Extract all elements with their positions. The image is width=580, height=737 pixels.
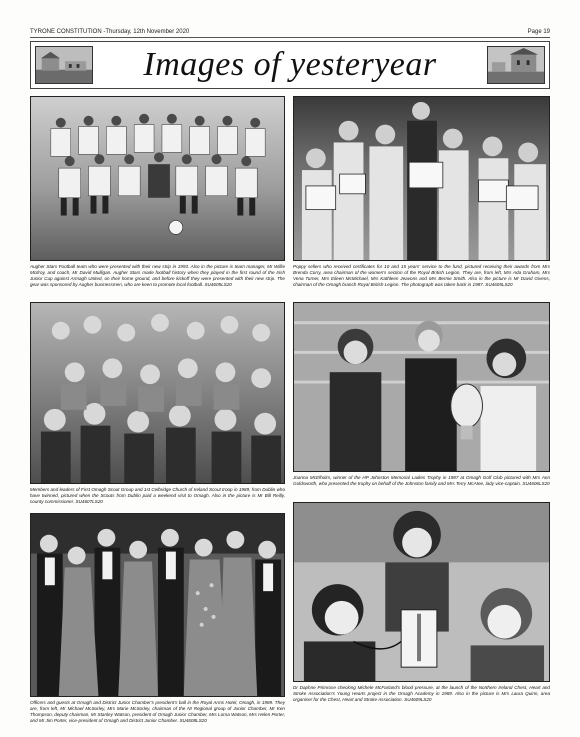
- photo-scout-group: [30, 302, 285, 484]
- photo-football-team: [30, 96, 285, 261]
- section-header: [30, 41, 550, 89]
- caption-golf-trophy: Joanna McElholm, winner of the HP Johnston Memorial Ladies Trophy in 1987 at Omagh Golf Club pictured with Mrs Ann Goldsworth, who presented the trophy on behalf of the Johnston family and Mrs Terry McAtee, lady vice-captain. SU4606LS20: [293, 475, 550, 486]
- masthead-page-number: Page 19: [527, 29, 550, 35]
- photo-golf-trophy: [293, 302, 550, 472]
- caption-scout-group: Members and leaders of First Omagh Scout Group and 1st Celbridge Church of Ireland Scout troop in 1989, from Dublin who have twinned, pictured when the Scouts from Dublin paid a weekend visit to Omagh. Also in the picture is Mr Bill Reilly, county commissioner. SU4607LS20: [30, 487, 285, 504]
- masthead-publication: TYRONE CONSTITUTION -Thursday, 12th November 2020: [30, 29, 190, 35]
- caption-presidents-ball: Officers and guests at Omagh and District Junior Chamber's president's ball in the Royal Arms Hotel, Omagh, in 1989. They are, from left, Mr Michael McSorley, Mrs Marie McSorley, chairman of the NI Regional group of Junior Chamber, Mr Ken Thompson, deputy chairman, Mr Stanley Watson, president of Omagh Junior Chamber, Mrs Lorna Watson, Mrs Helen Porter, and Mr Jim Porter, vice-president of Omagh and District Junior Chamber. SU4608LS20: [30, 700, 285, 723]
- caption-blood-pressure: Dr Daphne Primrose checking Michele McFarland's blood pressure, at the launch of the Northern Ireland Chest, Heart and Stroke Association's Young Hearts project in the Omagh Academy in 1989. Also in the picture is Mrs Laura Quinn, area organiser for the Chest, Heart and Stroke Association. SU4609LS20: [293, 685, 550, 702]
- photo-presidents-ball: [30, 513, 285, 697]
- caption-football-team: Augher Stars Football team who were presented with their new strip in 1993. Also in the picture is team manager, Mr Willie McIlroy, and coach, Mr David Mulligan. Augher Stars made football history when they played in the first round of the Irish Junior Cup against Armagh United, on their home ground, and before kickoff they were presented with their new strip. The gear was sponsored by Augher businessmen, who are keen to promote local football. SU4605LS20: [30, 264, 285, 287]
- caption-poppy-sellers: Poppy sellers who received certificates for 10 and 15 years' service to the fund, pictured receiving their awards from Mrs Brenda Corry, area chairman of the women's section of the Royal British Legion. They are, from left, Mrs Ada Graham, Mrs Vena Turner, Mrs Eileen McMichael, Mrs Kathleen Jeavons and Mrs Bernie Smith. Also in the picture is Mr David Givens, chairman of the Omagh branch Royal British Legion. The photograph was taken back in 1987. SU4605LS20: [293, 264, 550, 287]
- photo-blood-pressure: [293, 502, 550, 682]
- masthead: [30, 28, 550, 38]
- header-thumbnail-right: [487, 46, 545, 84]
- photo-poppy-sellers: [293, 96, 550, 261]
- section-title: Images of yesteryear: [143, 46, 437, 83]
